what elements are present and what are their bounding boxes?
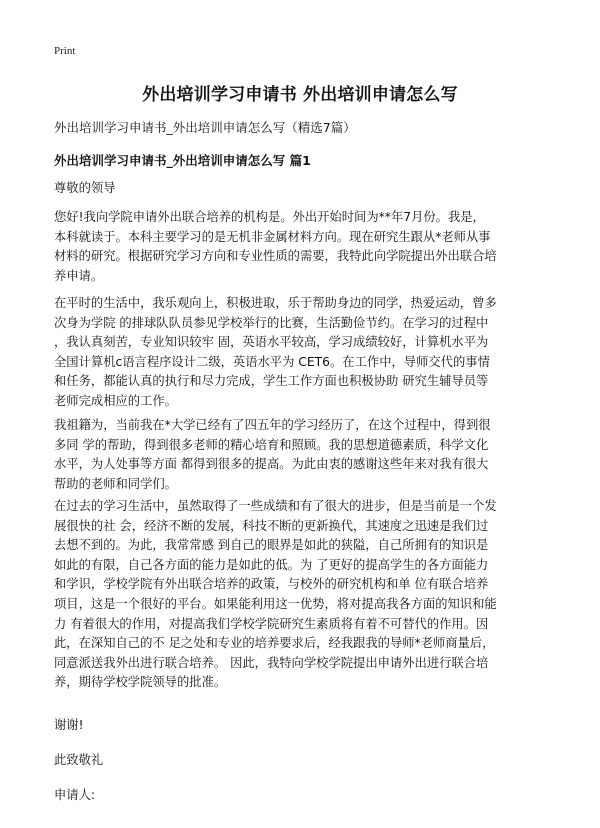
applicant-label: 申请人: xyxy=(54,788,96,802)
paragraph-line: 本科就读于。本科主要学习的是无机非金属材料方向。现在研究生跟从*老师从事 xyxy=(54,229,491,244)
paragraph-line: 如此的有限，自己各方面的能力是如此的低。为 了更好的提高学生的各方面能力 xyxy=(54,557,489,572)
salutation: 尊敬的领导 xyxy=(54,181,116,195)
paragraph-line: ，我认真刻苦，专业知识较牢 固，英语水平较高，学习成绩较好，计算机水平为 xyxy=(54,335,489,350)
paragraph-line: 全国计算机c语言程序设计二级，英语水平为 CET6。在工作中，导师交代的事情 xyxy=(54,354,490,369)
paragraph-line: 项目，这是一个很好的平台。如果能利用这一优势，将对提高我各方面的知识和能 xyxy=(54,596,497,611)
print-label: Print xyxy=(54,45,76,57)
paragraph-line: 材料的研究。根据研究学习方向和专业性质的需要，我特此向学院提出外出联合培 xyxy=(54,249,497,264)
paragraph-line: 和任务，都能认真的执行和尽力完成，学生工作方面也积极协助 研究生辅导员等 xyxy=(54,374,489,389)
paragraph-line: 同意派送我外出进行联合培养。 因此，我特向学校学院提出申请外出进行联合培 xyxy=(54,655,489,670)
paragraph-2 xyxy=(54,294,554,412)
paragraph-line: 力 有着很大的作用，对提高我们学校学院研究生素质将有着不可替代的作用。因 xyxy=(54,616,489,631)
paragraph-line: 在过去的学习生活中，虽然取得了一些成绩和有了很大的进步，但是当前是一个发 xyxy=(54,499,497,513)
paragraph-line: 老师完成相应的工作。 xyxy=(54,393,177,408)
paragraph-line: 养申请。 xyxy=(54,268,104,283)
paragraph-line: 和学识，学校学院有外出联合培养的政策，与校外的研究机构和单 位有联合培养 xyxy=(54,577,489,592)
paragraph-line: 在平时的生活中，我乐观向上，积极进取，乐于帮助身边的同学，热爱运动，曾多 xyxy=(54,296,497,310)
paragraph-line: 展很快的社 会，经济不断的发展，科技不断的更新换代，其速度之迅速是我们过 xyxy=(54,518,489,533)
section-heading: 外出培训学习申请书_外出培训申请怎么写 篇1 xyxy=(54,153,311,168)
thanks-line: 谢谢! xyxy=(54,718,84,732)
paragraph-line: 去想不到的。为此，我常常感 到自己的眼界是如此的狭隘，自己所拥有的知识是 xyxy=(54,538,489,553)
paragraph-line: 帮助的老师和同学们。 xyxy=(54,476,177,491)
paragraph-line: 此，在深知自己的不 足之处和专业的培养要求后，经我跟我的导师*老师商量后， xyxy=(54,636,495,651)
paragraph-line: 次身为学院 的排球队队员参见学校举行的比赛，生活勤俭节约。在学习的过程中 xyxy=(54,315,489,330)
paragraph-line: 您好!我向学院申请外出联合培养的机构是。外出开始时间为**年7月份。我是， xyxy=(54,210,485,224)
document-subtitle: 外出培训学习申请书_外出培训申请怎么写（精选7篇） xyxy=(54,120,356,135)
closing-line: 此致敬礼 xyxy=(54,753,104,767)
paragraph-line: 我祖籍为，当前我在*大学已经有了四五年的学习经历了，在这个过程中，得到很 xyxy=(54,418,491,432)
paragraph-line: 水平，为人处事等方面 都得到很多的提高。为此由衷的感谢这些年来对我有很大 xyxy=(54,457,489,472)
paragraph-1 xyxy=(54,208,554,286)
paragraph-4 xyxy=(54,497,554,693)
paragraph-line: 养，期待学校学院领导的批准。 xyxy=(54,675,227,690)
document-title: 外出培训学习申请书 外出培训申请怎么写 xyxy=(142,85,458,105)
paragraph-line: 多同 学的帮助，得到很多老师的精心培育和照顾。我的思想道德素质，科学文化 xyxy=(54,437,489,452)
paragraph-3 xyxy=(54,416,554,494)
